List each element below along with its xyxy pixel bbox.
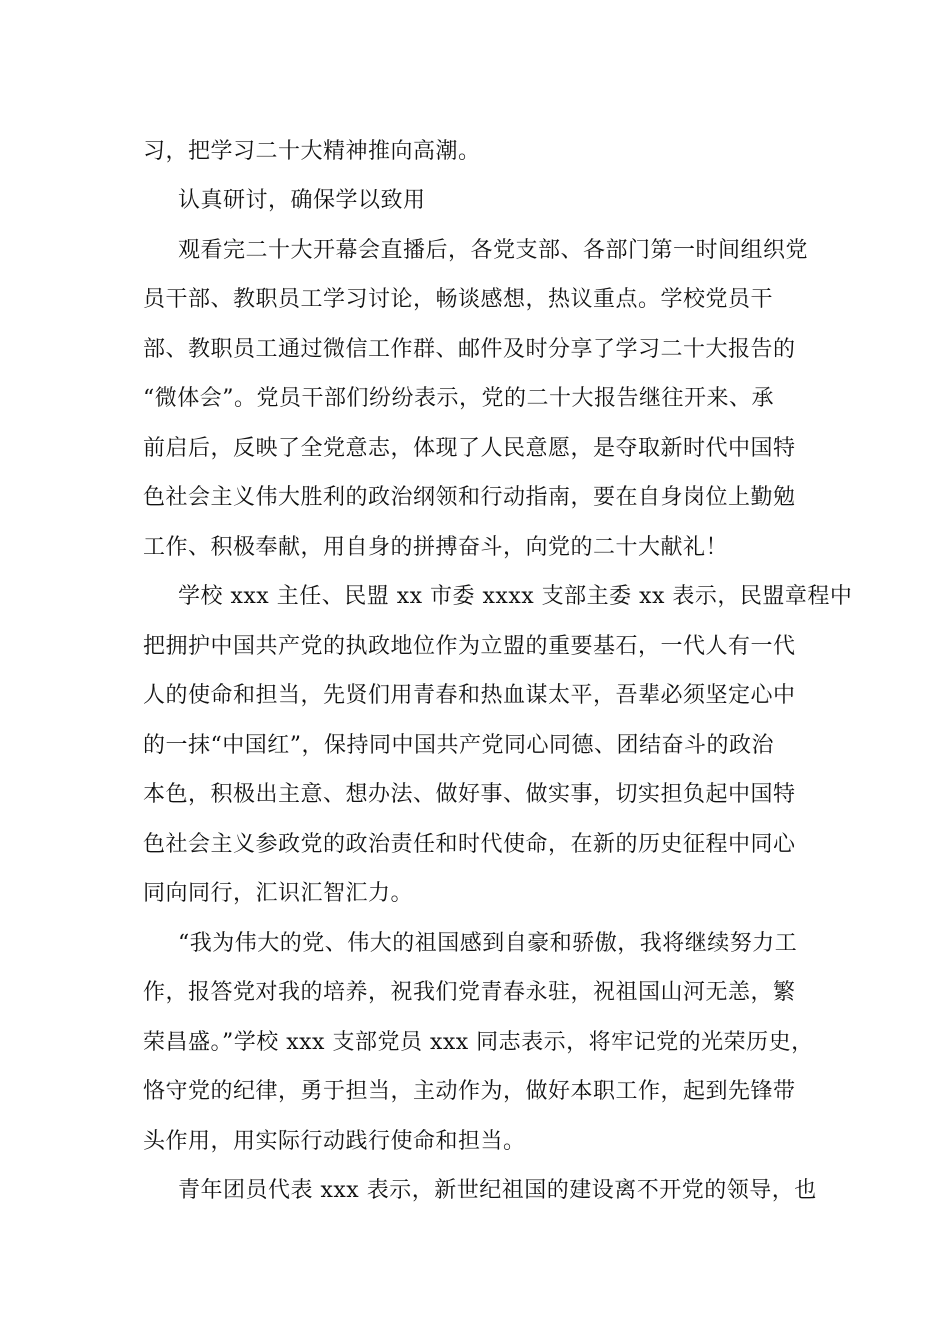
text-line: 同向同行，汇识汇智汇力。 bbox=[143, 881, 414, 906]
text-line: 把拥护中国共产党的执政地位作为立盟的重要基石，一代人有一代 bbox=[143, 634, 796, 659]
text-line: 本色，积极出主意、想办法、做好事、做实事，切实担负起中国特 bbox=[143, 782, 796, 807]
text-line: 色社会主义参政党的政治责任和时代使命，在新的历史征程中同心 bbox=[143, 832, 796, 857]
text-line: 观看完二十大开幕会直播后，各党支部、各部门第一时间组织党 bbox=[178, 238, 809, 263]
section-heading: 认真研讨，确保学以致用 bbox=[178, 188, 426, 213]
text-line: 作，报答党对我的培养，祝我们党青春永驻，祝祖国山河无恙，繁 bbox=[143, 980, 796, 1005]
text-line: 青年团员代表 xxx 表示，新世纪祖国的建设离不开党的领导，也 bbox=[178, 1178, 817, 1203]
text-line: 头作用，用实际行动践行使命和担当。 bbox=[143, 1129, 526, 1154]
text-line: 前启后，反映了全党意志，体现了人民意愿，是夺取新时代中国特 bbox=[143, 436, 796, 461]
text-line: 人的使命和担当，先贤们用青春和热血谋太平，吾辈必须坚定心中 bbox=[143, 683, 796, 708]
text-line: “我为伟大的党、伟大的祖国感到自豪和骄傲，我将继续努力工 bbox=[178, 931, 798, 956]
text-line: 部、教职员工通过微信工作群、邮件及时分享了学习二十大报告的 bbox=[143, 337, 796, 362]
text-line: 工作、积极奉献，用自身的拼搏奋斗，向党的二十大献礼！ bbox=[143, 535, 729, 560]
text-line: 学校 xxx 主任、民盟 xx 市委 xxxx 支部主委 xx 表示，民盟章程中 bbox=[178, 584, 853, 609]
text-line: “微体会”。党员干部们纷纷表示，党的二十大报告继往开来、承 bbox=[143, 386, 774, 411]
text-line: 荣昌盛。”学校 xxx 支部党员 xxx 同志表示，将牢记党的光荣历史， bbox=[143, 1030, 814, 1055]
text-line: 恪守党的纪律，勇于担当，主动作为，做好本职工作，起到先锋带 bbox=[143, 1079, 796, 1104]
text-line: 色社会主义伟大胜利的政治纲领和行动指南，要在自身岗位上勤勉 bbox=[143, 485, 796, 510]
text-line: 的一抹“中国红”，保持同中国共产党同心同德、团结奋斗的政治 bbox=[143, 733, 774, 758]
text-line: 员干部、教职员工学习讨论，畅谈感想，热议重点。学校党员干 bbox=[143, 287, 774, 312]
text-line: 习，把学习二十大精神推向高潮。 bbox=[143, 139, 481, 164]
